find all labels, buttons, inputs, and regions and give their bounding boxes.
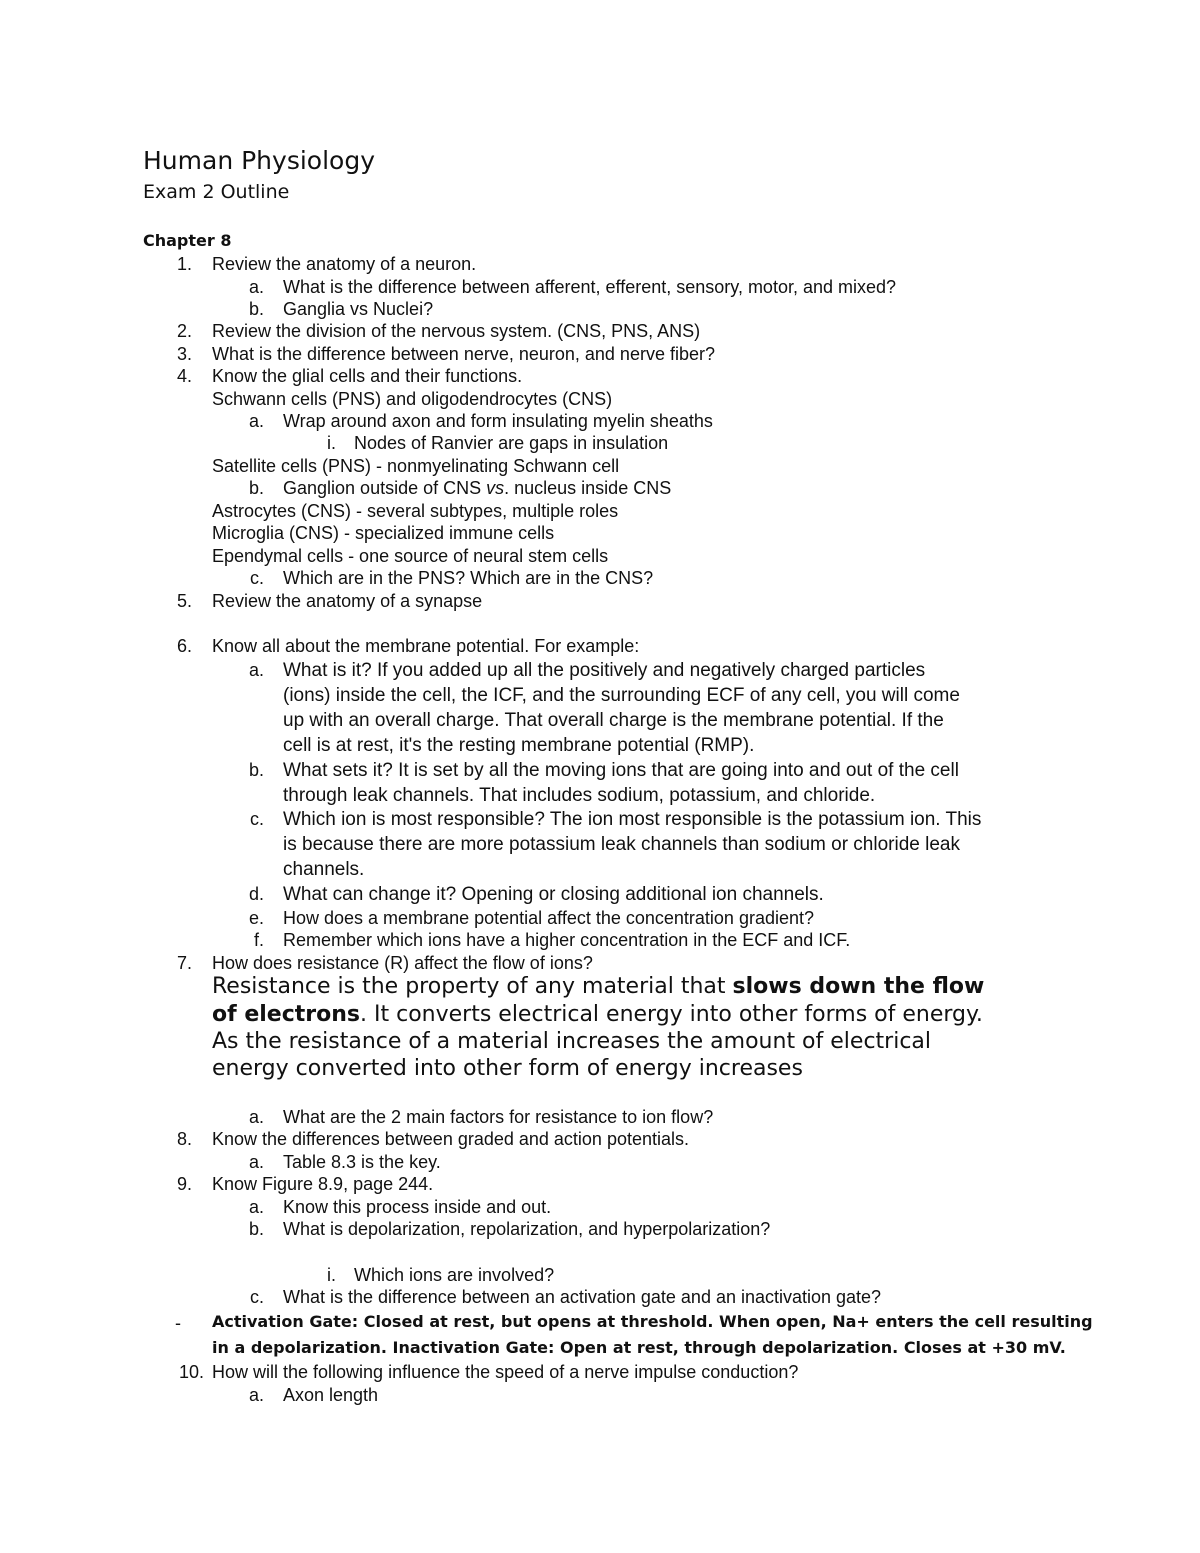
list-number: 3.	[176, 344, 192, 364]
list-letter: a.	[248, 1385, 264, 1405]
paragraph-line: Which ion is most responsible? The ion most responsible is the potassium ion. This	[283, 809, 982, 830]
list-item: Know the glial cells and their functions.	[212, 366, 523, 386]
list-number: 9.	[176, 1174, 192, 1194]
list-item: Remember which ions have a higher concentration in the ECF and ICF.	[283, 930, 851, 950]
list-number: 4.	[176, 366, 192, 386]
list-letter: c.	[249, 1287, 264, 1307]
list-number: 7.	[176, 953, 192, 973]
bold-text: of electrons	[212, 1002, 361, 1027]
text-run: . It converts electrical energy into other forms of energy.	[360, 1002, 983, 1027]
list-letter: a.	[248, 277, 264, 297]
list-item: How does resistance (R) affect the flow of ions?	[212, 953, 593, 973]
list-item: What is the difference between nerve, neuron, and nerve fiber?	[212, 344, 715, 364]
list-item: Review the anatomy of a neuron.	[212, 254, 477, 274]
bold-text: slows down the flow	[732, 974, 985, 999]
paragraph-line: up with an overall charge. That overall charge is the membrane potential. If the	[283, 710, 944, 731]
list-item: Schwann cells (PNS) and oligodendrocytes (CNS)	[212, 389, 613, 409]
list-letter: c.	[249, 568, 264, 588]
list-item: Know the differences between graded and action potentials.	[212, 1129, 689, 1149]
text-run: . nucleus inside CNS	[504, 478, 672, 498]
list-roman: i.	[327, 433, 336, 453]
list-item: What is the difference between an activation gate and an inactivation gate?	[283, 1287, 882, 1307]
list-item: Astrocytes (CNS) - several subtypes, multiple roles	[212, 501, 619, 521]
list-item: What are the 2 main factors for resistance to ion flow?	[283, 1107, 714, 1127]
chapter-heading: Chapter 8	[143, 231, 232, 250]
doc-title: Human Physiology	[143, 146, 375, 175]
list-item	[283, 477, 671, 499]
list-item: Review the division of the nervous system. (CNS, PNS, ANS)	[212, 321, 701, 341]
list-number: 6.	[176, 636, 192, 656]
list-item: Which ions are involved?	[354, 1265, 555, 1285]
paragraph-line: What can change it? Opening or closing additional ion channels.	[283, 884, 824, 905]
list-letter: b.	[248, 1219, 264, 1239]
text-run: Resistance is the property of any material that	[212, 974, 733, 999]
resistance-line: As the resistance of a material increases the amount of electrical	[212, 1029, 932, 1054]
paragraph-line: What sets it? It is set by all the moving ions that are going into and out of the cell	[283, 760, 959, 781]
list-item: Satellite cells (PNS) - nonmyelinating Schwann cell	[212, 456, 620, 476]
paragraph-line: What is it? If you added up all the positively and negatively charged particles	[283, 660, 926, 681]
list-item: Know all about the membrane potential. For example:	[212, 636, 640, 656]
list-item: How will the following influence the speed of a nerve impulse conduction?	[212, 1362, 799, 1382]
paragraph-line: (ions) inside the cell, the ICF, and the surrounding ECF of any cell, you will come	[283, 685, 960, 706]
resistance-line	[212, 973, 984, 1000]
list-item: Which are in the PNS? Which are in the CNS?	[283, 568, 654, 588]
paragraph-line: cell is at rest, it's the resting membrane potential (RMP).	[283, 735, 755, 756]
list-number: 5.	[176, 591, 192, 611]
answer-line: Activation Gate: Closed at rest, but opens at threshold. When open, Na+ enters the cell resulting	[212, 1312, 1093, 1331]
list-item: What is depolarization, repolarization, and hyperpolarization?	[283, 1219, 771, 1239]
resistance-line	[212, 1001, 983, 1028]
list-letter: b.	[248, 760, 264, 780]
list-letter: a.	[248, 660, 264, 680]
list-item: How does a membrane potential affect the concentration gradient?	[283, 908, 814, 928]
paragraph-line: is because there are more potassium leak channels than sodium or chloride leak	[283, 834, 960, 855]
italic-text: vs	[486, 478, 505, 498]
paragraph-line: channels.	[283, 859, 365, 880]
list-number: 10.	[178, 1362, 204, 1382]
list-letter: d.	[248, 884, 264, 904]
paragraph-line: through leak channels. That includes sodium, potassium, and chloride.	[283, 785, 876, 806]
answer-line: in a depolarization. Inactivation Gate: Open at rest, through depolarization. Closes at +30 mV.	[212, 1338, 1066, 1357]
list-letter: a.	[248, 1152, 264, 1172]
list-roman: i.	[327, 1265, 336, 1285]
list-item: What is the difference between afferent, efferent, sensory, motor, and mixed?	[283, 277, 897, 297]
list-letter: a.	[248, 1107, 264, 1127]
list-item: Ependymal cells - one source of neural stem cells	[212, 546, 609, 566]
list-letter: b.	[248, 299, 264, 319]
list-letter: c.	[249, 809, 264, 829]
doc-subtitle: Exam 2 Outline	[143, 181, 290, 203]
list-item: Nodes of Ranvier are gaps in insulation	[354, 433, 669, 453]
list-item: Know this process inside and out.	[283, 1197, 552, 1217]
list-letter: a.	[248, 1197, 264, 1217]
list-letter: f.	[253, 930, 264, 950]
list-letter: e.	[248, 908, 264, 928]
list-item: Table 8.3 is the key.	[283, 1152, 441, 1172]
list-item: Microglia (CNS) - specialized immune cells	[212, 523, 555, 543]
list-number: 8.	[176, 1129, 192, 1149]
resistance-line: energy converted into other form of energy increases	[212, 1056, 803, 1081]
list-item: Wrap around axon and form insulating myelin sheaths	[283, 411, 713, 431]
list-number: 1.	[176, 254, 192, 274]
text-run: Ganglion outside of CNS	[283, 478, 487, 498]
list-letter: a.	[248, 411, 264, 431]
list-number: 2.	[176, 321, 192, 341]
bullet-dash: -	[175, 1313, 181, 1333]
list-item: Axon length	[283, 1385, 379, 1405]
list-item: Ganglia vs Nuclei?	[283, 299, 434, 319]
list-item: Review the anatomy of a synapse	[212, 591, 483, 611]
list-item: Know Figure 8.9, page 244.	[212, 1174, 434, 1194]
list-letter: b.	[248, 478, 264, 498]
